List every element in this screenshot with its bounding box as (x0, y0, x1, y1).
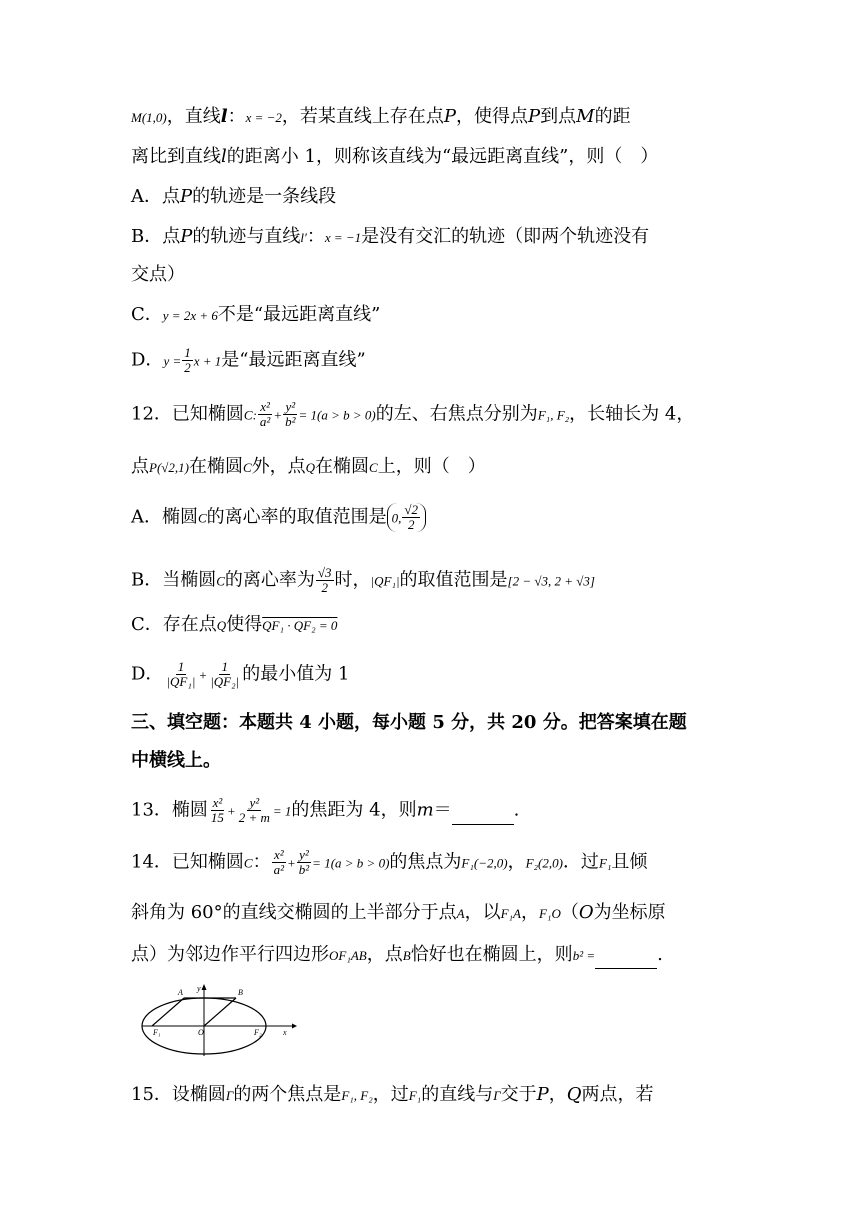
q11-option-b-cont: 交点） (131, 264, 185, 285)
q12-option-d: D． $\frac{1}{\text{|QF₁|}}$ + $\frac{1}{\text{|QF₂|}}$ 的最小值为 1 (131, 659, 350, 689)
label-f1: F₁ (153, 1028, 161, 1037)
answer-blank (595, 950, 657, 969)
q14-stem-line-2: 斜角为 60°的直线交椭圆的上半部分于点A，以F₁A，F₁O（O为坐标原 (131, 902, 666, 923)
section-heading-cont: 中横线上。 (131, 750, 221, 771)
q11-option-a: A．点P的轨迹是一条线段 (131, 186, 337, 207)
q12-stem-line-2: 点P(√2,1)在椭圆C外，点Q在椭圆C上，则（ ） (131, 456, 486, 477)
math-line-eq: x = −2 (245, 110, 282, 125)
label-f2: F₂ (254, 1028, 262, 1037)
segment-f1-a (152, 998, 184, 1026)
q14-stem-line-1: 14．已知椭圆C： $\frac{\text{x²}}{\text{a²}}$ + $\frac{\text{y²}}{\text{b²}}$ = 1(a > b > 0)的焦点为F₁(−2,0)，F₂(2,0)．过F₁且倾 (131, 847, 648, 877)
q12-stem-line-1: 12．已知椭圆C: $\frac{\text{x²}}{\text{a²}}$ + $\frac{\text{y²}}{\text{b²}}$ = 1(a > b > 0)的左、右焦点分别为F₁, F₂，长轴长为 4， (131, 399, 695, 429)
q11-stem-line-2: 离比到直线l的距离小 1，则称该直线为“最远距离直线”，则（ ） (131, 146, 659, 167)
label-a: A (178, 988, 183, 997)
ellipse-figure (140, 984, 300, 1058)
q11-option-d: D．y = $\frac{1}{2}$ x + 1是“最远距离直线” (131, 345, 366, 375)
y-axis-arrow (202, 984, 207, 990)
q11-option-b: B．点P的轨迹与直线l′：x = −1是没有交汇的轨迹（即两个轨迹没有 (131, 226, 650, 247)
q15-stem: 15．设椭圆Γ的两个焦点是F₁, F₂，过F₁的直线与Γ交于P，Q两点，若 (131, 1084, 654, 1105)
label-y: y (197, 984, 201, 993)
label-o: O (198, 1028, 204, 1037)
q11-option-c: C．y = 2x + 6不是“最远距离直线” (131, 304, 381, 325)
section-heading: 三、填空题：本题共 4 小题，每小题 5 分，共 20 分。把答案填在题 (131, 712, 687, 733)
fraction: $\frac{1}{2}$ (184, 345, 191, 375)
label-b: B (238, 988, 243, 997)
label-x: x (283, 1028, 287, 1037)
segment-b-o (204, 998, 236, 1026)
q13-stem: 13．椭圆 $\frac{\text{x²}}{15}$ + $\frac{\text{y²}}{2 + m}$ = 1的焦距为 4，则m＝ . (131, 795, 520, 825)
answer-blank (452, 806, 514, 825)
math-point-m: M(1,0) (131, 110, 167, 125)
q12-option-c: C．存在点Q使得QF₁ · QF₂ = 0 (131, 614, 338, 635)
x-axis-arrow (292, 1024, 297, 1029)
q11-stem-line-1: M(1,0)，直线l：x = −2，若某直线上存在点P，使得点P到点M的距 (131, 106, 631, 127)
interval-bracket: 0, $\frac{√2}{2}$ (387, 503, 426, 532)
q12-option-a: A．椭圆C的离心率的取值范围是 0, $\frac{√2}{2}$ (131, 503, 426, 532)
q12-option-b: B．当椭圆C的离心率为 $\frac{√3}{2}$ 时，|QF₁|的取值范围是[2 − √3, 2 + √3] (131, 565, 595, 595)
q14-stem-line-3: 点）为邻边作平行四边形OF₁AB，点B恰好也在椭圆上，则b² = . (131, 942, 663, 969)
